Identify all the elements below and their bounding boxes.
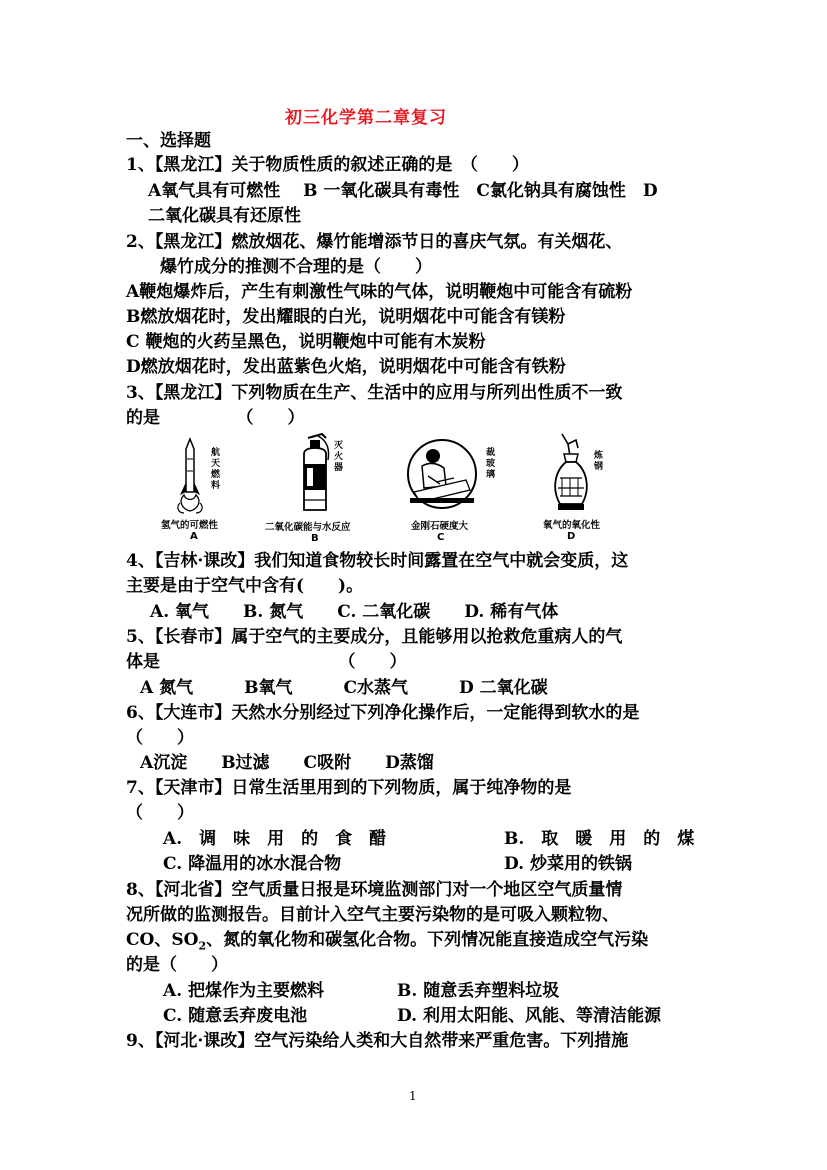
- glass-cutting-icon: [406, 434, 478, 514]
- figure-a-label: 航天燃料: [211, 448, 221, 491]
- figure-a-letter: A: [190, 531, 198, 542]
- question-4: 4、【吉林·课改】我们知道食物较长时间露置在空气中就会变质，这: [126, 551, 629, 571]
- question-8: 8、【河北省】空气质量日报是环境监测部门对一个地区空气质量情: [126, 880, 623, 900]
- figure-d-letter: D: [567, 531, 576, 542]
- question-2: 2、【黑龙江】燃放烟花、爆竹能增添节日的喜庆气氛。有关烟花、: [126, 232, 623, 252]
- question-2-cont: 爆竹成分的推测不合理的是（ ）: [160, 257, 432, 277]
- question-7-option-a: A. 调 味 用 的 食 醋: [163, 829, 387, 849]
- question-8-option-d: D. 利用太阳能、风能、等清洁能源: [397, 1006, 661, 1026]
- question-4-cont: 主要是由于空气中含有( )。: [126, 576, 364, 596]
- figure-c-letter: C: [437, 532, 445, 543]
- question-7-cont: （ ）: [126, 803, 194, 823]
- question-3-cont: 的是 （ ）: [126, 408, 305, 428]
- figure-d-label: 炼钢: [594, 451, 604, 472]
- question-9: 9、【河北·课改】空气污染给人类和大自然带来严重危害。下列措施: [126, 1031, 629, 1051]
- section-heading: 一、选择题: [126, 131, 211, 151]
- figure-b-caption: 二氧化碳能与水反应: [265, 522, 351, 533]
- question-1: 1、【黑龙江】关于物质性质的叙述正确的是 （ ）: [126, 155, 529, 175]
- question-1-options-cont: 二氧化碳具有还原性: [148, 206, 301, 226]
- question-3: 3、【黑龙江】下列物质在生产、生活中的应用与所列出性质不一致: [126, 383, 623, 403]
- question-2-option-a: A鞭炮爆炸后，产生有刺激性气味的气体，说明鞭炮中可能含有硫粉: [126, 282, 633, 302]
- question-4-options: A. 氧气 B. 氮气 C. 二氧化碳 D. 稀有气体: [150, 602, 559, 622]
- figure-a-caption: 氢气的可燃性: [161, 520, 219, 531]
- question-5: 5、【长春市】属于空气的主要成分，且能够用以抢救危重病人的气: [126, 627, 623, 647]
- figure-b-letter: B: [311, 533, 319, 544]
- question-6: 6、【大连市】天然水分别经过下列净化操作后，一定能得到软水的是: [126, 703, 640, 723]
- question-8-option-c: C. 随意丢弃废电池: [163, 1006, 308, 1026]
- question-5-cont: 体是 （ ）: [126, 652, 407, 672]
- question-7-option-d: D. 炒菜用的铁锅: [504, 854, 632, 874]
- steel-furnace-icon: [548, 430, 598, 514]
- figure-c-caption: 金刚石硬度大: [411, 521, 469, 532]
- question-2-option-b: B燃放烟花时，发出耀眼的白光，说明烟花中可能含有镁粉: [126, 307, 566, 327]
- question-2-option-d: D燃放烟花时，发出蓝紫色火焰，说明烟花中可能含有铁粉: [126, 357, 566, 377]
- question-1-options: A氧气具有可燃性 B 一氧化碳具有毒性 C氯化钠具有腐蚀性 D: [148, 181, 658, 201]
- question-7-option-c: C. 降温用的冰水混合物: [163, 854, 342, 874]
- question-8-cont-2: CO、$SO_2$、氮的氧化物和碳氢化合物。下列情况能直接造成空气污染: [126, 930, 649, 953]
- figure-d-caption: 氧气的氧化性: [543, 520, 601, 531]
- question-8-option-b: B. 随意丢弃塑料垃圾: [397, 981, 560, 1001]
- page-title: 初三化学第二章复习: [285, 108, 447, 128]
- question-2-option-c: C 鞭炮的火药呈黑色，说明鞭炮中可能有木炭粉: [126, 332, 486, 352]
- question-7: 7、【天津市】日常生活里用到的下列物质，属于纯净物的是: [126, 778, 572, 798]
- question-6-cont: （ ）: [126, 728, 194, 748]
- page-number: 1: [409, 1089, 417, 1103]
- question-6-options: A沉淀 B过滤 C吸附 D蒸馏: [140, 753, 434, 773]
- question-8-option-a: A. 把煤作为主要燃料: [163, 981, 325, 1001]
- figure-c-label: 裁玻璃: [486, 448, 496, 480]
- question-7-option-b: B. 取 暖 用 的 煤: [504, 829, 695, 849]
- question-8-cont-3: 的是（ ）: [126, 955, 228, 975]
- figure-b-label: 灭火器: [334, 441, 344, 473]
- question-8-cont-1: 况所做的监测报告。目前计入空气主要污染物的是可吸入颗粒物、: [126, 905, 619, 925]
- question-5-options: A 氮气 B氧气 C水蒸气 D 二氧化碳: [140, 678, 548, 698]
